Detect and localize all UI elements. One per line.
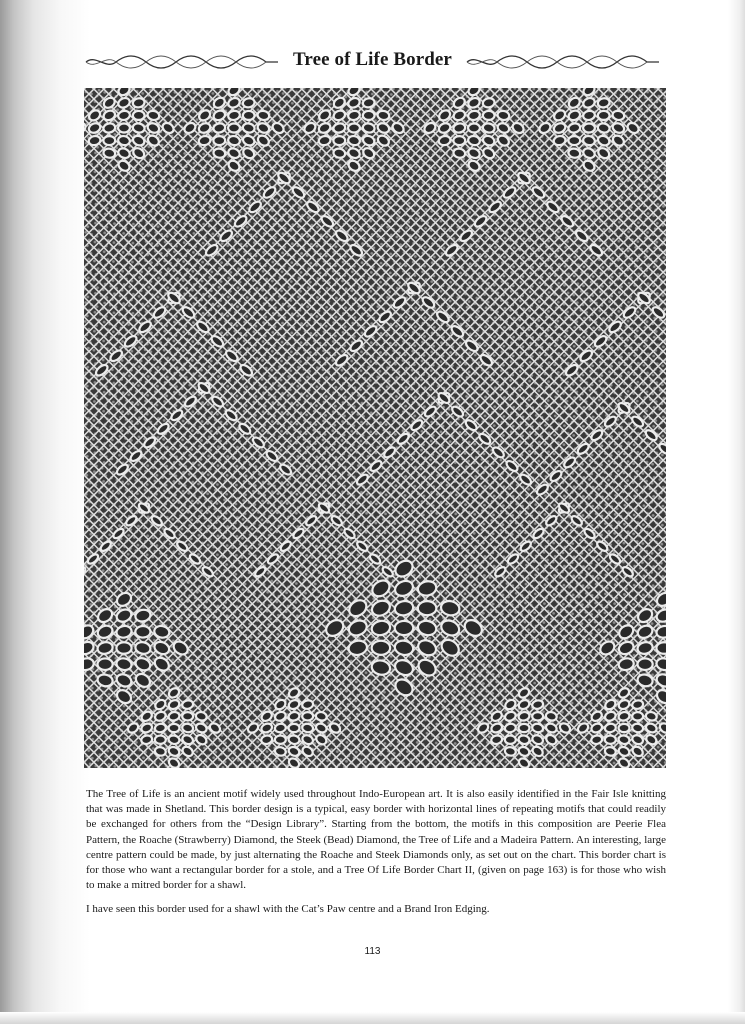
lace-eyelet [618, 711, 630, 721]
page-title: Tree of Life Border [293, 49, 452, 70]
lace-eyelet [598, 111, 610, 120]
body-paragraph-1: The Tree of Life is an ancient motif widely used throughout Indo-European art. It is also easily identified in the Fair Isle knitting that was made in Shetland. This border design is a typical, easy border with horizontal lines of repeating motifs that could readily be exchanged for others from the “Design Library”. Starting from the bottom, the motifs in this composition are Peerie Flea Pattern, the Roache (Strawberry) Diamond, the Steek (Bead) Diamond, the Tree of Life and a Madeira Pattern. An interesting, large centre pattern could be made, by just alternating the Roache and Steek Diamonds only, as set out on the chart. This border chart is for those who want a rectangular border for a stole, and a Tree Of Life Border Chart II, (given on page 163) is for those who wish to make a mitred border for a shawl. [86, 788, 666, 892]
lace-knitting-photo [84, 88, 666, 768]
lace-eyelet [288, 711, 300, 721]
lace-eyelet [274, 723, 286, 733]
page-bottom-edge [0, 1012, 745, 1024]
lace-eyelet [260, 734, 272, 744]
lace-eyelet [363, 111, 375, 120]
lace-eyelet [418, 601, 436, 615]
lace-eyelet [645, 711, 657, 721]
lace-eyelet [169, 724, 180, 732]
lace-eyelet [631, 699, 643, 709]
lace-eyelet [154, 746, 166, 756]
lace-eyelet [519, 724, 530, 732]
lace-eyelet [638, 658, 653, 670]
lace-eyelet [274, 746, 286, 756]
lace-eyelet [348, 124, 360, 133]
lace-eyelet [531, 723, 543, 733]
page-number: 113 [364, 946, 381, 957]
lace-eyelet [213, 136, 225, 145]
page-header [80, 46, 665, 80]
lace-eyelet [372, 641, 390, 655]
lace-eyelet [155, 736, 166, 744]
body-paragraph-2: I have seen this border used for a shawl with the Cat’s Paw centre and a Brand Iron Edging. [86, 903, 490, 916]
lace-eyelet [395, 621, 413, 635]
lace-eyelet [631, 723, 643, 733]
lace-eyelet [604, 746, 616, 756]
lace-eyelet [453, 136, 465, 145]
lace-eyelet [288, 734, 300, 744]
lace-eyelet [545, 711, 557, 721]
lace-eyelet [619, 724, 630, 732]
lace-eyelet [483, 111, 495, 120]
lace-eyelet [531, 699, 543, 709]
lace-eyelet [182, 712, 193, 720]
lace-eyelet [301, 699, 313, 709]
lace-eyelet [618, 734, 630, 744]
lace-eyelet [656, 642, 666, 654]
lace-eyelet [135, 626, 150, 638]
lace-eyelet [504, 746, 516, 756]
lace-eyelet [98, 658, 113, 670]
lace-eyelet [289, 724, 300, 732]
lace-eyelet [168, 711, 180, 721]
lace-eyelet [243, 111, 255, 120]
lace-eyelet [301, 723, 313, 733]
lace-eyelet [632, 712, 643, 720]
lace-eyelet [103, 136, 115, 145]
wavy-vine-ornament-right-icon [465, 53, 661, 71]
lace-eyelet [168, 734, 180, 744]
lace-eyelet [490, 734, 502, 744]
lace-eyelet [302, 712, 313, 720]
lace-eyelet [228, 124, 240, 133]
lace-eyelet [195, 711, 207, 721]
lace-eyelet [583, 124, 595, 133]
lace-eyelet [505, 736, 516, 744]
lace-eyelet [504, 723, 516, 733]
lace-eyelet [116, 642, 131, 654]
lace-pattern-image [84, 88, 666, 768]
lace-eyelet [590, 734, 602, 744]
lace-eyelet [605, 736, 616, 744]
lace-eyelet [133, 111, 145, 120]
lace-eyelet [315, 711, 327, 721]
lace-eyelet [468, 124, 480, 133]
lace-eyelet [568, 136, 580, 145]
lace-eyelet [181, 723, 193, 733]
lace-eyelet [532, 712, 543, 720]
lace-eyelet [181, 699, 193, 709]
lace-eyelet [518, 711, 530, 721]
lace-eyelet [333, 136, 345, 145]
lace-eyelet [604, 723, 616, 733]
lace-eyelet [118, 124, 130, 133]
lace-eyelet [154, 723, 166, 733]
lace-eyelet [275, 736, 286, 744]
lace-eyelet [518, 734, 530, 744]
body-text [86, 787, 666, 927]
lace-eyelet [140, 734, 152, 744]
